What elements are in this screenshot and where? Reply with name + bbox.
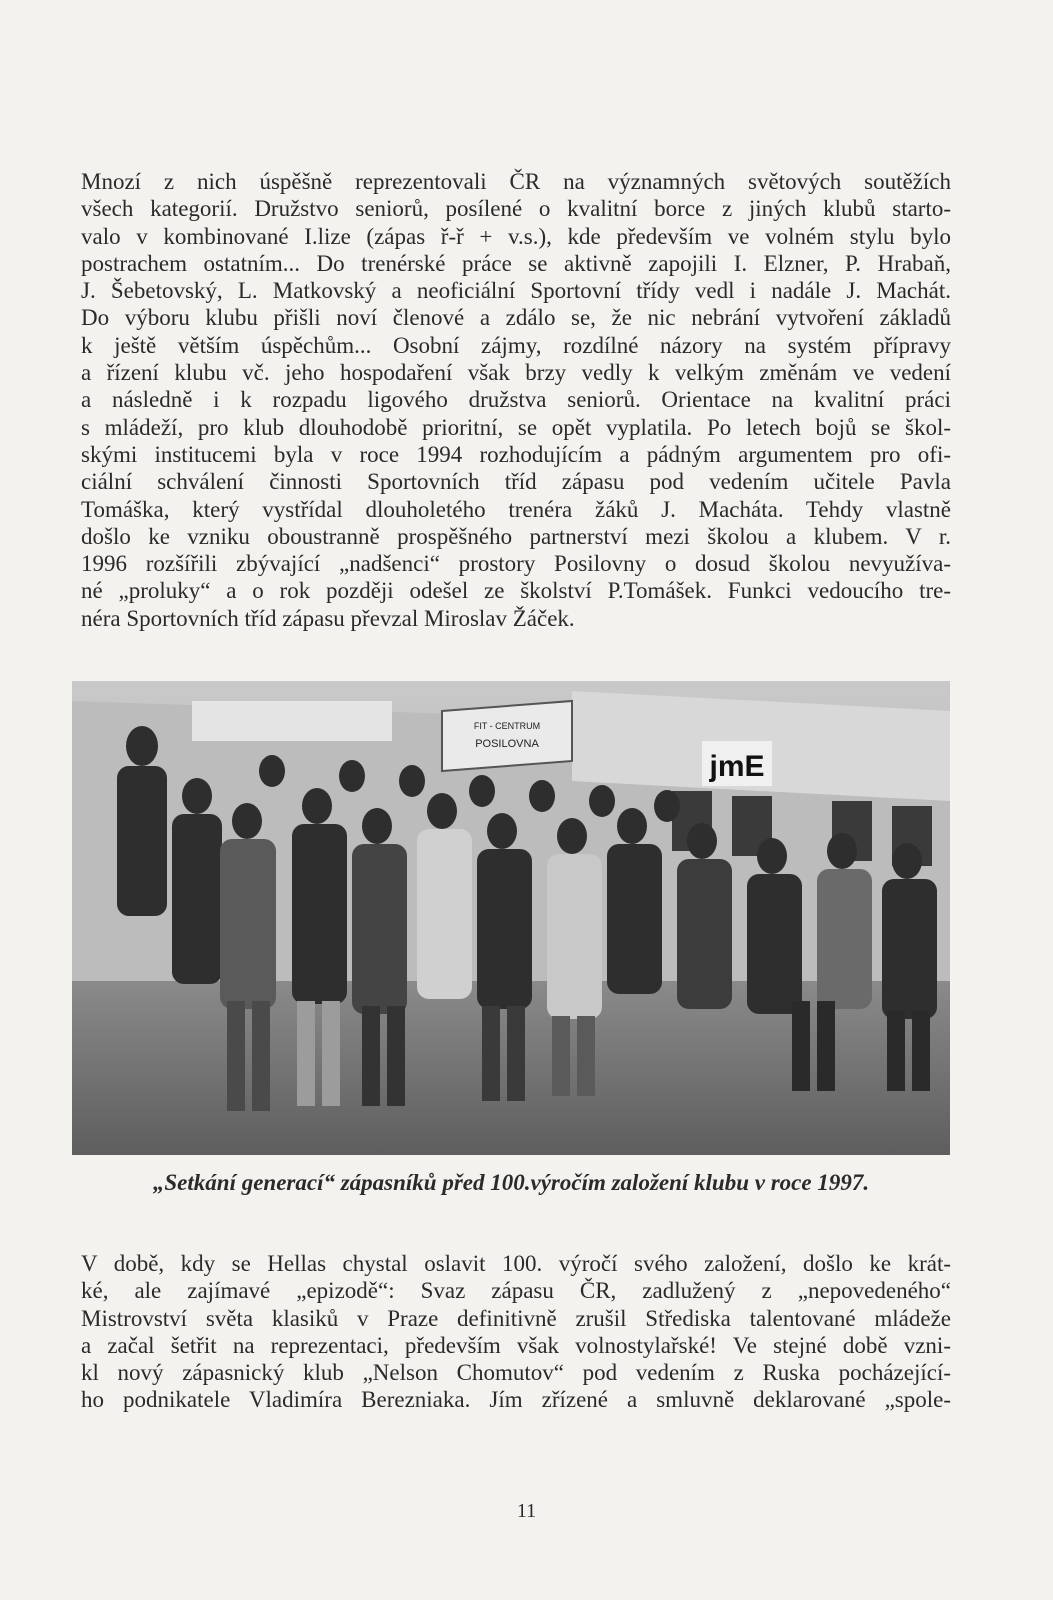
text-line: Mnozí z nich úspěšně reprezentovali ČR na významných světových soutěžích	[81, 169, 951, 194]
logo-text: jmE	[709, 750, 765, 783]
text-line: valo v kombinované I.lize (zápas ř-ř + v.s.), kde především ve volném stylu bylo	[81, 223, 951, 249]
text-line: 1996 rozšířili zbývající „nadšenci“ prostory Posilovny o dosud školou nevyužíva-	[81, 551, 951, 577]
text-line: a začal šetřit na reprezentaci, především však volnostylařské! Ve stejné době vzni-	[81, 1332, 951, 1358]
text-line: všech kategorií. Družstvo seniorů, posílené o kvalitní borce z jiných klubů starto-	[81, 196, 951, 222]
text-line: néra Sportovních tříd zápasu převzal Miroslav Žáček.	[81, 605, 575, 631]
photo-caption: „Setkání generací“ zápasníků před 100.výročím založení klubu v roce 1997.	[152, 1170, 870, 1195]
jme-logo	[702, 741, 772, 786]
sign-text-posilovna: POSILOVNA	[475, 738, 539, 750]
text-line: ciální schválení činnosti Sportovních tříd zápasu pod vedením učitele Pavla	[81, 469, 951, 495]
sign-text-fit: FIT - CENTRUM	[473, 721, 541, 731]
text-line: k ještě větším úspěchům... Osobní zájmy, rozdílné názory na systém přípravy	[81, 332, 951, 358]
text-line: ké, ale zajímavé „epizodě“: Svaz zápasu ČR, zadlužený z „nepovedeného“	[81, 1278, 951, 1304]
text-line: Tomáška, který vystřídal dlouholetého trenéra žáků J. Macháta. Tehdy vlastně	[81, 496, 951, 522]
posilovna-sign	[442, 701, 572, 771]
text-line: s mládeží, pro klub dlouhodobě prioritní, se opět vyplatila. Po letech bojů se škol-	[81, 414, 951, 440]
text-line: došlo ke vzniku oboustranně prospěšného partnerství mezi školou a klubem. V r.	[81, 523, 951, 549]
page-number: 11	[516, 1500, 537, 1522]
text-line: a následně i k rozpadu ligového družstva seniorů. Orientace na kvalitní práci	[81, 387, 951, 413]
group-photo-illustration	[72, 681, 950, 1155]
text-line: a řízení klubu vč. jeho hospodaření však brzy vedly k velkým změnám ve vedení	[81, 360, 951, 386]
text-line: Do výboru klubu přišli noví členové a zdálo se, že nic nebrání vytvoření základů	[81, 305, 951, 331]
text-line: ho podnikatele Vladimíra Berezniaka. Jím zřízené a smluvně deklarované „spole-	[81, 1387, 951, 1413]
text-line: postrachem ostatním... Do trenérské práce se aktivně zapojili I. Elzner, P. Hrabaň,	[81, 250, 951, 276]
text-line: V době, kdy se Hellas chystal oslavit 100. výročí svého založení, došlo ke krát-	[81, 1251, 951, 1276]
text-line: skými institucemi byla v roce 1994 rozhodujícím a pádným argumentem pro ofi-	[81, 441, 951, 467]
paragraph-2	[81, 1250, 951, 1414]
text-line: Mistrovství světa klasiků v Praze definitivně zrušil Střediska talentované mládeže	[81, 1305, 951, 1331]
text-line: né „proluky“ a o rok později odešel ze školství P.Tomášek. Funkci vedoucího tre-	[81, 578, 951, 604]
text-line: J. Šebetovský, L. Matkovský a neoficiální Sportovní třídy vedl i nadále J. Machát.	[81, 278, 951, 304]
text-line: kl nový zápasnický klub „Nelson Chomutov“ pod vedením z Ruska pocházející-	[81, 1360, 951, 1386]
group-photo	[72, 681, 950, 1155]
paragraph-1	[81, 168, 951, 632]
